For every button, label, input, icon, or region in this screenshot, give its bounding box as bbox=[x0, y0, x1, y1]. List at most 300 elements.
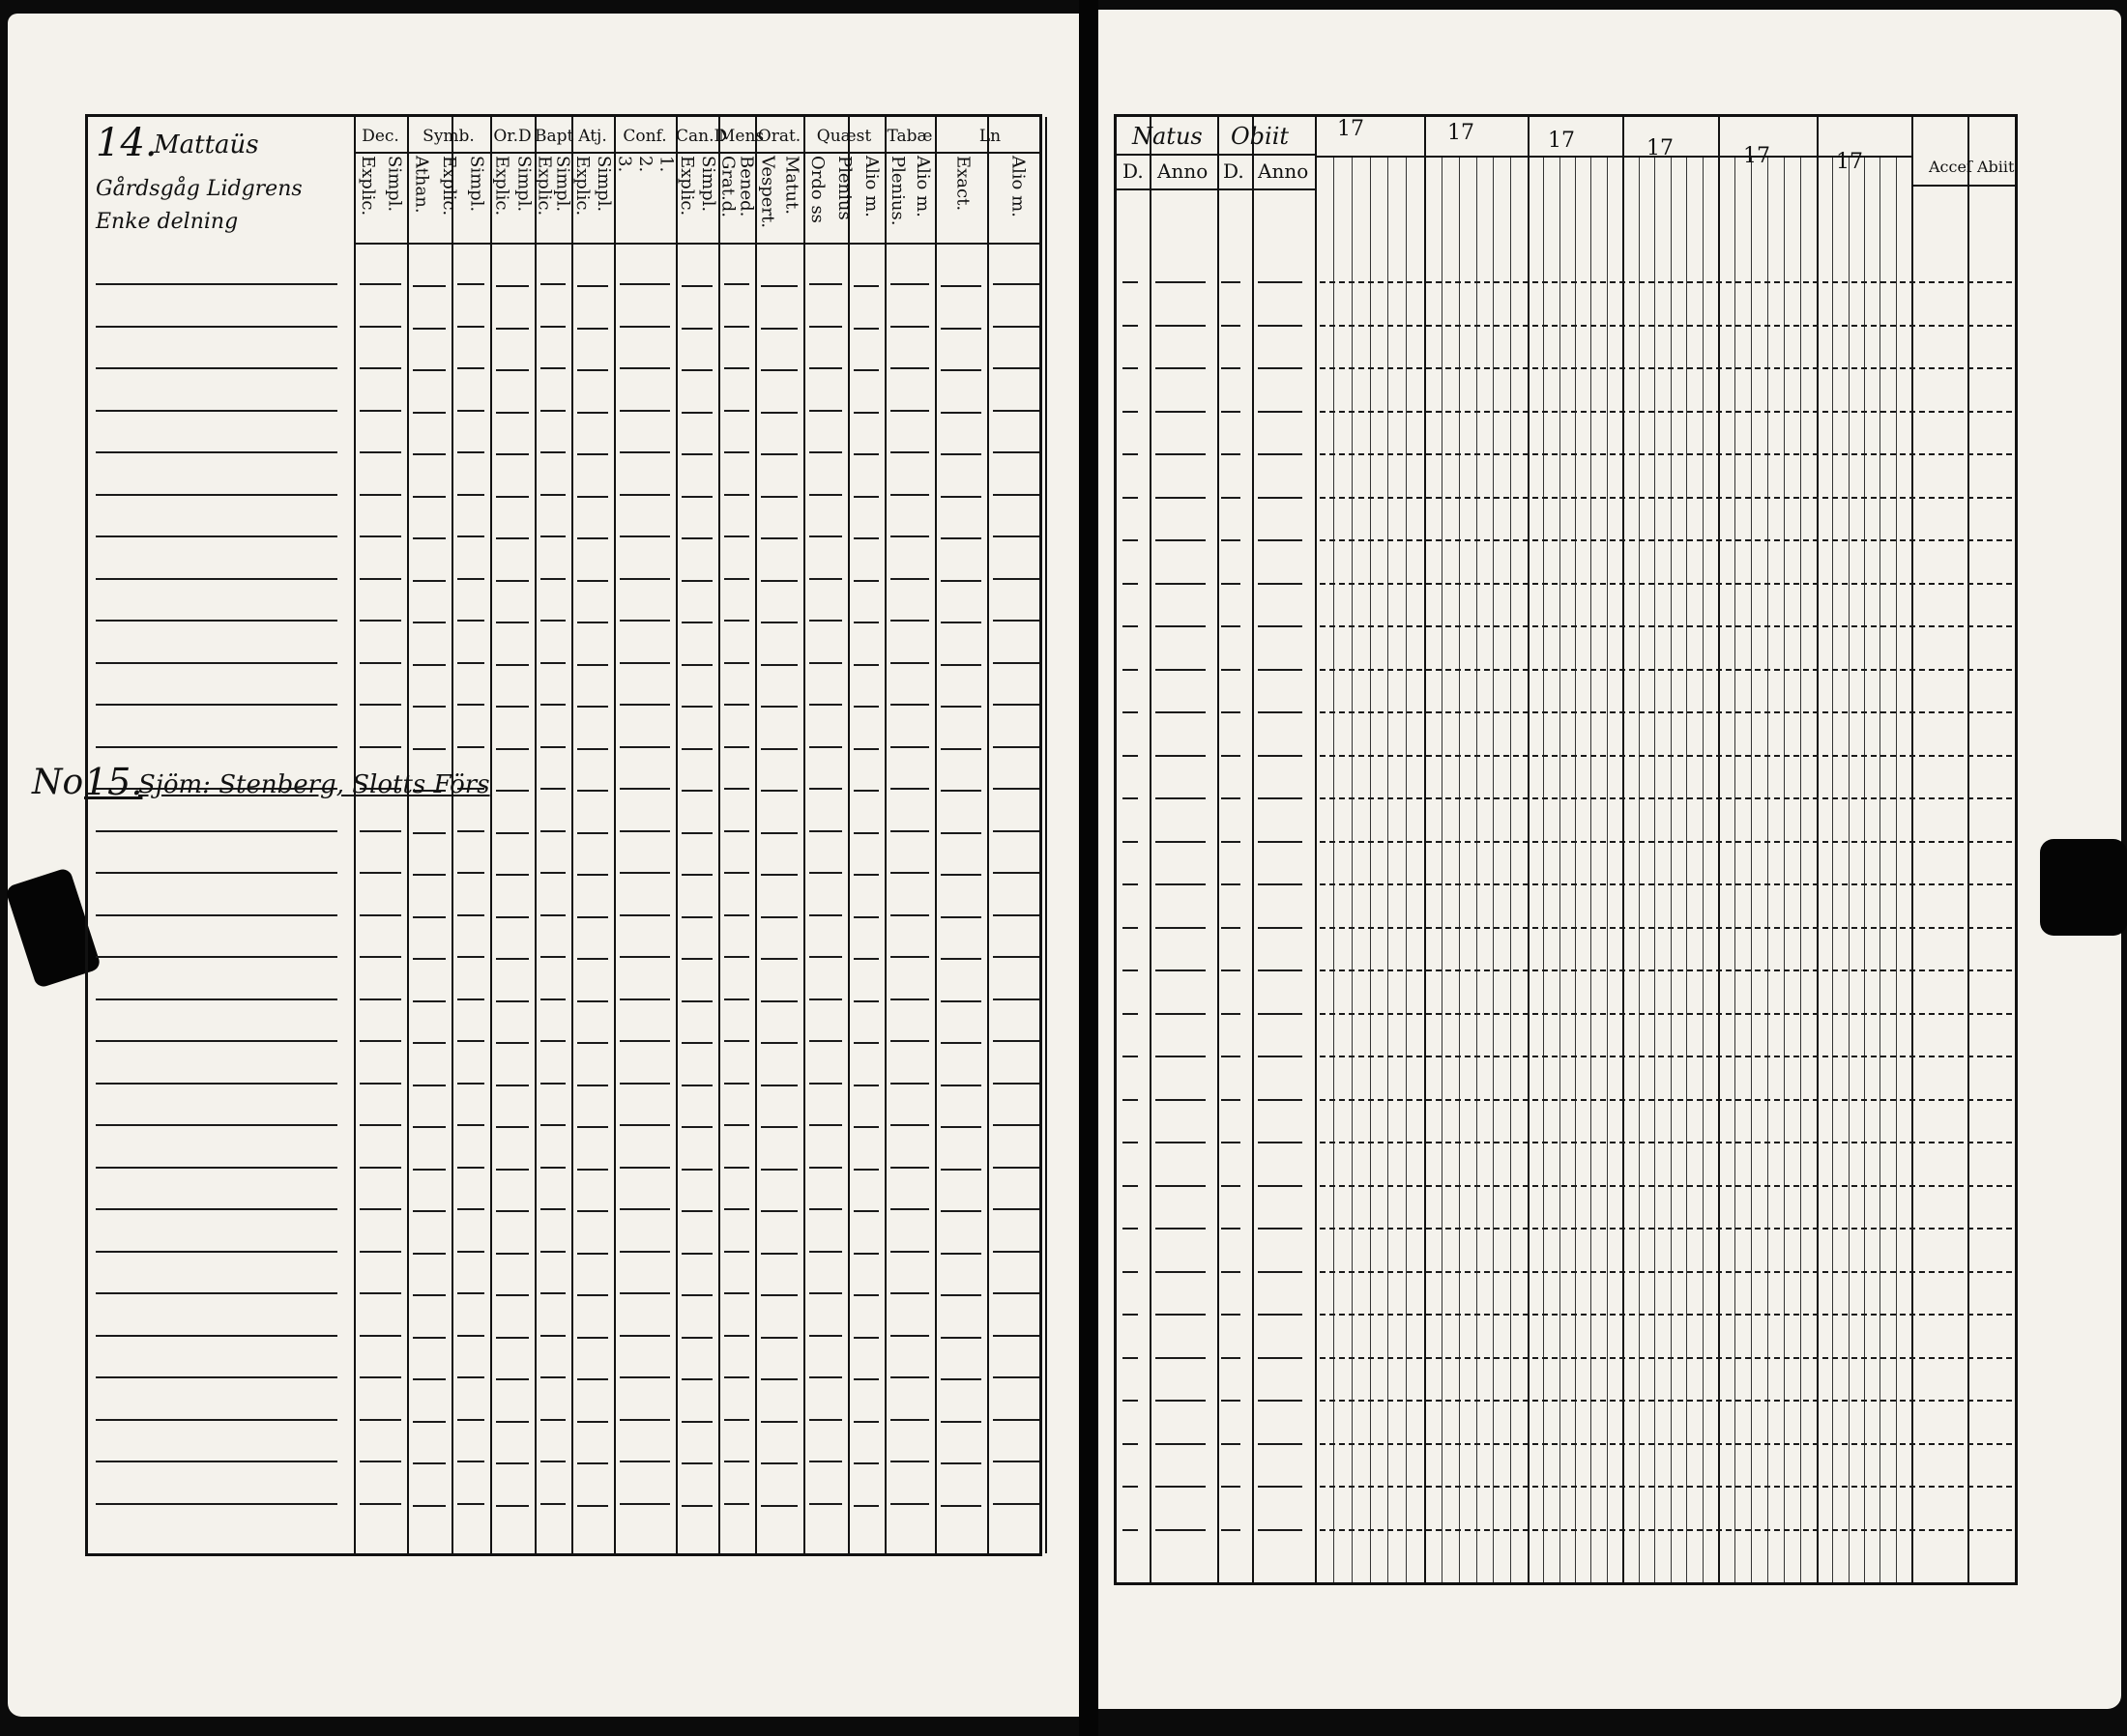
natus-obiit-subheader-rule bbox=[1117, 154, 1315, 156]
left-cell-rule bbox=[360, 956, 401, 958]
left-cell-rule bbox=[682, 1210, 713, 1212]
left-cell-rule bbox=[890, 1208, 929, 1210]
left-cell-rule bbox=[360, 914, 401, 916]
left-column-divider bbox=[987, 117, 989, 1553]
left-cell-rule bbox=[724, 1167, 749, 1169]
right-row-rule bbox=[1122, 883, 1138, 885]
left-cell-rule bbox=[620, 535, 670, 537]
left-cell-rule bbox=[496, 537, 529, 539]
right-column-divider bbox=[1967, 117, 1969, 1582]
left-cell-rule bbox=[809, 914, 842, 916]
left-cell-rule bbox=[890, 1503, 929, 1505]
left-cell-rule bbox=[360, 578, 401, 580]
obiit-label: Obiit bbox=[1231, 123, 1290, 150]
right-row-rule bbox=[1122, 325, 1138, 327]
left-cell-rule bbox=[854, 1000, 879, 1002]
left-cell-rule bbox=[682, 706, 713, 708]
right-row-rule bbox=[1155, 1529, 1206, 1531]
left-cell-rule bbox=[890, 1083, 929, 1085]
left-cell-rule bbox=[413, 748, 446, 750]
right-row-rule bbox=[1221, 625, 1240, 627]
right-subcolumn-line bbox=[1864, 156, 1865, 1582]
left-cell-rule bbox=[457, 326, 484, 328]
left-cell-rule bbox=[540, 1208, 566, 1210]
left-column-divider bbox=[407, 117, 409, 1553]
left-cell-rule bbox=[496, 285, 529, 287]
left-name-rule bbox=[96, 1040, 337, 1042]
right-subcolumn-line bbox=[1686, 156, 1687, 1582]
left-cell-rule bbox=[577, 706, 608, 708]
left-cell-rule bbox=[457, 704, 484, 706]
right-row-rule bbox=[1258, 711, 1302, 713]
left-header-8: Orat. bbox=[757, 127, 801, 146]
left-cell-rule bbox=[540, 620, 566, 622]
left-cell-rule bbox=[724, 1376, 749, 1378]
left-cell-rule bbox=[540, 578, 566, 580]
left-cell-rule bbox=[682, 1169, 713, 1171]
left-cell-rule bbox=[360, 1292, 401, 1294]
left-cell-rule bbox=[682, 874, 713, 876]
left-cell-rule bbox=[413, 1000, 446, 1002]
left-cell-rule bbox=[724, 494, 749, 496]
left-cell-rule bbox=[809, 998, 842, 1000]
left-cell-rule bbox=[540, 1461, 566, 1462]
right-row-rule bbox=[1320, 1400, 2012, 1402]
left-cell-rule bbox=[496, 1085, 529, 1086]
left-cell-rule bbox=[761, 1253, 798, 1255]
left-cell-rule bbox=[540, 1292, 566, 1294]
left-cell-rule bbox=[854, 537, 879, 539]
right-row-rule bbox=[1221, 711, 1240, 713]
left-cell-rule bbox=[724, 1083, 749, 1085]
left-cell-rule bbox=[620, 1292, 670, 1294]
left-cell-rule bbox=[941, 285, 981, 287]
entry-14-number: 14. bbox=[96, 121, 158, 165]
left-cell-rule bbox=[620, 872, 670, 874]
entry-15-prefix: No bbox=[32, 763, 84, 802]
left-cell-rule bbox=[993, 1503, 1039, 1505]
left-cell-rule bbox=[890, 326, 929, 328]
right-row-rule bbox=[1122, 1056, 1138, 1057]
left-cell-rule bbox=[360, 1083, 401, 1085]
left-cell-rule bbox=[761, 369, 798, 371]
left-cell-rule bbox=[761, 706, 798, 708]
right-column-divider bbox=[1150, 117, 1151, 1582]
left-cell-rule bbox=[360, 1503, 401, 1505]
left-cell-rule bbox=[682, 1462, 713, 1464]
left-cell-rule bbox=[854, 1042, 879, 1044]
left-name-rule bbox=[96, 1167, 337, 1169]
left-name-rule bbox=[96, 872, 337, 874]
right-column-divider bbox=[1252, 117, 1254, 1582]
left-cell-rule bbox=[496, 1042, 529, 1044]
left-cell-rule bbox=[360, 1040, 401, 1042]
left-cell-rule bbox=[941, 958, 981, 960]
left-cell-rule bbox=[457, 1208, 484, 1210]
left-cell-rule bbox=[890, 662, 929, 664]
left-cell-rule bbox=[809, 1251, 842, 1253]
left-subheader-10-1: Alio m. bbox=[913, 156, 933, 217]
left-cell-rule bbox=[360, 410, 401, 412]
left-cell-rule bbox=[941, 1378, 981, 1380]
left-cell-rule bbox=[724, 872, 749, 874]
right-row-rule bbox=[1155, 1486, 1206, 1488]
left-cell-rule bbox=[457, 494, 484, 496]
left-cell-rule bbox=[761, 1169, 798, 1171]
right-subcolumn-line bbox=[1476, 156, 1477, 1582]
right-column-divider bbox=[1424, 117, 1426, 1582]
left-cell-rule bbox=[941, 1000, 981, 1002]
left-cell-rule bbox=[993, 326, 1039, 328]
right-row-rule bbox=[1221, 1185, 1240, 1187]
left-cell-rule bbox=[360, 1124, 401, 1126]
right-row-rule bbox=[1320, 1486, 2012, 1488]
year-header-rule bbox=[1817, 156, 1911, 158]
left-cell-rule bbox=[854, 328, 879, 330]
right-row-rule bbox=[1258, 669, 1302, 671]
left-cell-rule bbox=[457, 746, 484, 748]
left-cell-rule bbox=[724, 956, 749, 958]
left-header-1: Symb. bbox=[422, 127, 475, 146]
left-cell-rule bbox=[577, 1421, 608, 1423]
right-row-rule bbox=[1258, 1271, 1302, 1273]
left-cell-rule bbox=[620, 367, 670, 369]
left-cell-rule bbox=[890, 1335, 929, 1337]
right-row-rule bbox=[1258, 1357, 1302, 1359]
left-cell-rule bbox=[496, 1505, 529, 1507]
left-cell-rule bbox=[854, 1126, 879, 1128]
right-row-rule bbox=[1122, 583, 1138, 585]
right-row-rule bbox=[1258, 539, 1302, 541]
right-row-rule bbox=[1155, 497, 1206, 499]
right-row-rule bbox=[1155, 1400, 1206, 1402]
right-row-rule bbox=[1155, 1228, 1206, 1230]
left-cell-rule bbox=[890, 451, 929, 453]
left-cell-rule bbox=[577, 1042, 608, 1044]
left-cell-rule bbox=[890, 1124, 929, 1126]
left-cell-rule bbox=[540, 494, 566, 496]
left-cell-rule bbox=[761, 412, 798, 414]
left-cell-rule bbox=[457, 830, 484, 832]
right-row-rule bbox=[1258, 625, 1302, 627]
left-cell-rule bbox=[360, 367, 401, 369]
left-column-divider bbox=[718, 117, 720, 1553]
left-cell-rule bbox=[993, 1292, 1039, 1294]
left-cell-rule bbox=[577, 1126, 608, 1128]
left-cell-rule bbox=[620, 956, 670, 958]
right-row-rule bbox=[1221, 1443, 1240, 1445]
right-row-rule bbox=[1155, 1443, 1206, 1445]
left-cell-rule bbox=[413, 1210, 446, 1212]
right-row-rule bbox=[1258, 497, 1302, 499]
left-cell-rule bbox=[457, 1040, 484, 1042]
left-cell-rule bbox=[360, 326, 401, 328]
right-subcolumn-line bbox=[1543, 156, 1544, 1582]
left-subheader-9-1: Plenius bbox=[834, 156, 855, 220]
left-cell-rule bbox=[496, 1253, 529, 1255]
left-name-rule bbox=[96, 830, 337, 832]
left-cell-rule bbox=[761, 1421, 798, 1423]
left-column-divider bbox=[935, 117, 937, 1553]
natus-anno-label: Anno bbox=[1157, 159, 1209, 183]
left-subheader-11-1: Alio m. bbox=[1007, 156, 1029, 217]
year-2-label: 17 bbox=[1447, 121, 1474, 145]
left-cell-rule bbox=[540, 830, 566, 832]
left-cell-rule bbox=[724, 367, 749, 369]
left-cell-rule bbox=[577, 453, 608, 455]
right-row-rule bbox=[1258, 797, 1302, 799]
right-subcolumn-line bbox=[1784, 156, 1785, 1582]
left-cell-rule bbox=[761, 285, 798, 287]
left-cell-rule bbox=[993, 535, 1039, 537]
left-cell-rule bbox=[577, 580, 608, 582]
right-row-rule bbox=[1155, 841, 1206, 843]
left-cell-rule bbox=[413, 916, 446, 918]
left-cell-rule bbox=[577, 1462, 608, 1464]
left-cell-rule bbox=[457, 1167, 484, 1169]
left-cell-rule bbox=[809, 1040, 842, 1042]
left-cell-rule bbox=[360, 704, 401, 706]
left-cell-rule bbox=[941, 664, 981, 666]
left-cell-rule bbox=[413, 1505, 446, 1507]
left-cell-rule bbox=[457, 1335, 484, 1337]
left-header-9: Quæst bbox=[816, 127, 872, 146]
right-row-rule bbox=[1155, 325, 1206, 327]
left-cell-rule bbox=[496, 664, 529, 666]
left-header-0: Dec. bbox=[362, 127, 399, 146]
left-cell-rule bbox=[620, 410, 670, 412]
right-row-rule bbox=[1122, 669, 1138, 671]
left-cell-rule bbox=[682, 285, 713, 287]
left-cell-rule bbox=[577, 790, 608, 792]
left-cell-rule bbox=[413, 1169, 446, 1171]
left-cell-rule bbox=[724, 451, 749, 453]
right-column-divider bbox=[1718, 117, 1720, 1582]
left-cell-rule bbox=[809, 872, 842, 874]
left-cell-rule bbox=[809, 1292, 842, 1294]
left-cell-rule bbox=[540, 535, 566, 537]
left-cell-rule bbox=[890, 1376, 929, 1378]
left-cell-rule bbox=[496, 369, 529, 371]
left-cell-rule bbox=[540, 1503, 566, 1505]
right-row-rule bbox=[1258, 325, 1302, 327]
left-cell-rule bbox=[809, 1503, 842, 1505]
right-row-rule bbox=[1320, 539, 2012, 541]
left-cell-rule bbox=[890, 956, 929, 958]
left-cell-rule bbox=[540, 956, 566, 958]
right-row-rule bbox=[1122, 497, 1138, 499]
left-cell-rule bbox=[413, 1042, 446, 1044]
left-cell-rule bbox=[993, 1040, 1039, 1042]
left-cell-rule bbox=[890, 620, 929, 622]
left-cell-rule bbox=[724, 1419, 749, 1421]
left-cell-rule bbox=[941, 580, 981, 582]
right-row-rule bbox=[1122, 281, 1138, 283]
left-cell-rule bbox=[809, 1167, 842, 1169]
left-header-5: Conf. bbox=[623, 127, 667, 146]
right-row-rule bbox=[1122, 1271, 1138, 1273]
left-cell-rule bbox=[941, 1085, 981, 1086]
left-cell-rule bbox=[854, 790, 879, 792]
left-cell-rule bbox=[941, 1210, 981, 1212]
left-cell-rule bbox=[577, 664, 608, 666]
left-cell-rule bbox=[496, 748, 529, 750]
entry-15-text: Sjöm: Stenberg, Slotts Förs bbox=[138, 770, 490, 799]
left-subheader-2-1: Simpl. bbox=[513, 156, 535, 213]
left-cell-rule bbox=[577, 874, 608, 876]
left-cell-rule bbox=[457, 1251, 484, 1253]
left-cell-rule bbox=[854, 832, 879, 834]
right-subcolumn-line bbox=[1510, 156, 1511, 1582]
left-cell-rule bbox=[809, 1419, 842, 1421]
right-row-rule bbox=[1221, 1228, 1240, 1230]
left-cell-rule bbox=[724, 704, 749, 706]
left-cell-rule bbox=[496, 412, 529, 414]
left-cell-rule bbox=[993, 914, 1039, 916]
left-cell-rule bbox=[854, 1421, 879, 1423]
right-row-rule bbox=[1155, 1271, 1206, 1273]
left-subheader-5-2: 1. bbox=[656, 156, 677, 173]
left-cell-rule bbox=[457, 956, 484, 958]
left-cell-rule bbox=[890, 788, 929, 790]
right-row-rule bbox=[1122, 841, 1138, 843]
right-row-rule bbox=[1320, 583, 2012, 585]
left-header-10: Tabæ bbox=[887, 127, 933, 146]
left-cell-rule bbox=[941, 496, 981, 498]
natus-day-label: D. bbox=[1122, 159, 1144, 183]
left-cell-rule bbox=[941, 1042, 981, 1044]
right-row-rule bbox=[1122, 927, 1138, 929]
left-name-rule bbox=[96, 326, 337, 328]
left-cell-rule bbox=[682, 1253, 713, 1255]
left-cell-rule bbox=[993, 1461, 1039, 1462]
left-cell-rule bbox=[540, 1419, 566, 1421]
right-row-rule bbox=[1320, 625, 2012, 627]
left-cell-rule bbox=[854, 748, 879, 750]
year-header-rule bbox=[1315, 156, 1424, 158]
left-name-rule bbox=[96, 283, 337, 285]
left-cell-rule bbox=[993, 367, 1039, 369]
left-cell-rule bbox=[540, 914, 566, 916]
left-cell-rule bbox=[413, 664, 446, 666]
right-row-rule bbox=[1221, 1056, 1240, 1057]
left-cell-rule bbox=[620, 1124, 670, 1126]
left-cell-rule bbox=[761, 580, 798, 582]
left-cell-rule bbox=[360, 746, 401, 748]
right-row-rule bbox=[1258, 1314, 1302, 1316]
left-cell-rule bbox=[809, 1335, 842, 1337]
right-subcolumn-line bbox=[1590, 156, 1591, 1582]
right-row-rule bbox=[1320, 1013, 2012, 1015]
left-cell-rule bbox=[809, 494, 842, 496]
left-column-divider bbox=[848, 117, 850, 1553]
right-subcolumn-line bbox=[1751, 156, 1752, 1582]
left-cell-rule bbox=[577, 537, 608, 539]
left-cell-rule bbox=[413, 285, 446, 287]
left-cell-rule bbox=[496, 1462, 529, 1464]
right-row-rule bbox=[1122, 1228, 1138, 1230]
left-cell-rule bbox=[761, 832, 798, 834]
left-cell-rule bbox=[413, 580, 446, 582]
right-row-rule bbox=[1320, 367, 2012, 369]
left-cell-rule bbox=[854, 285, 879, 287]
right-row-rule bbox=[1122, 1185, 1138, 1187]
left-cell-rule bbox=[809, 451, 842, 453]
year-header-rule bbox=[1528, 156, 1622, 158]
left-cell-rule bbox=[360, 998, 401, 1000]
left-cell-rule bbox=[890, 830, 929, 832]
right-row-rule bbox=[1122, 1443, 1138, 1445]
right-row-rule bbox=[1221, 325, 1240, 327]
left-cell-rule bbox=[724, 1503, 749, 1505]
right-row-rule bbox=[1155, 669, 1206, 671]
left-cell-rule bbox=[577, 412, 608, 414]
right-row-rule bbox=[1221, 411, 1240, 413]
right-row-rule bbox=[1221, 1013, 1240, 1015]
entry-14-line3: Enke delning bbox=[96, 210, 239, 234]
left-cell-rule bbox=[413, 874, 446, 876]
right-row-rule bbox=[1155, 755, 1206, 757]
left-header-6: Can.D bbox=[676, 127, 728, 146]
left-cell-rule bbox=[941, 1169, 981, 1171]
left-subheader-3-0: Explic. bbox=[534, 156, 555, 217]
right-ledger-table bbox=[1114, 114, 2018, 1585]
right-row-rule bbox=[1155, 1056, 1206, 1057]
left-cell-rule bbox=[682, 1378, 713, 1380]
left-name-rule bbox=[96, 1419, 337, 1421]
left-cell-rule bbox=[413, 1253, 446, 1255]
left-cell-rule bbox=[682, 580, 713, 582]
left-cell-rule bbox=[577, 1210, 608, 1212]
left-cell-rule bbox=[360, 872, 401, 874]
left-cell-rule bbox=[941, 537, 981, 539]
left-name-rule bbox=[96, 367, 337, 369]
left-cell-rule bbox=[724, 1251, 749, 1253]
acc-abiit-header-rule bbox=[1911, 185, 2015, 187]
right-row-rule bbox=[1320, 969, 2012, 971]
left-cell-rule bbox=[413, 453, 446, 455]
left-cell-rule bbox=[941, 1253, 981, 1255]
left-cell-rule bbox=[620, 620, 670, 622]
right-row-rule bbox=[1320, 325, 2012, 327]
left-subheader-5-0: 3. bbox=[614, 156, 635, 173]
left-cell-rule bbox=[413, 328, 446, 330]
left-cell-rule bbox=[809, 1083, 842, 1085]
right-row-rule bbox=[1258, 969, 1302, 971]
right-row-rule bbox=[1155, 927, 1206, 929]
right-subcolumn-line bbox=[1896, 156, 1897, 1582]
left-column-divider bbox=[535, 117, 537, 1553]
left-column-divider bbox=[676, 117, 678, 1553]
right-column-divider bbox=[1217, 117, 1219, 1582]
left-cell-rule bbox=[854, 1085, 879, 1086]
left-cell-rule bbox=[941, 1337, 981, 1339]
header-bottom-rule bbox=[354, 243, 1039, 245]
left-cell-rule bbox=[809, 620, 842, 622]
left-cell-rule bbox=[854, 916, 879, 918]
left-cell-rule bbox=[724, 662, 749, 664]
left-cell-rule bbox=[761, 874, 798, 876]
right-row-rule bbox=[1221, 669, 1240, 671]
right-row-rule bbox=[1155, 1357, 1206, 1359]
right-row-rule bbox=[1320, 1099, 2012, 1101]
right-row-rule bbox=[1155, 1314, 1206, 1316]
left-cell-rule bbox=[360, 1335, 401, 1337]
left-cell-rule bbox=[457, 620, 484, 622]
right-row-rule bbox=[1258, 1228, 1302, 1230]
left-cell-rule bbox=[577, 832, 608, 834]
right-row-rule bbox=[1258, 927, 1302, 929]
